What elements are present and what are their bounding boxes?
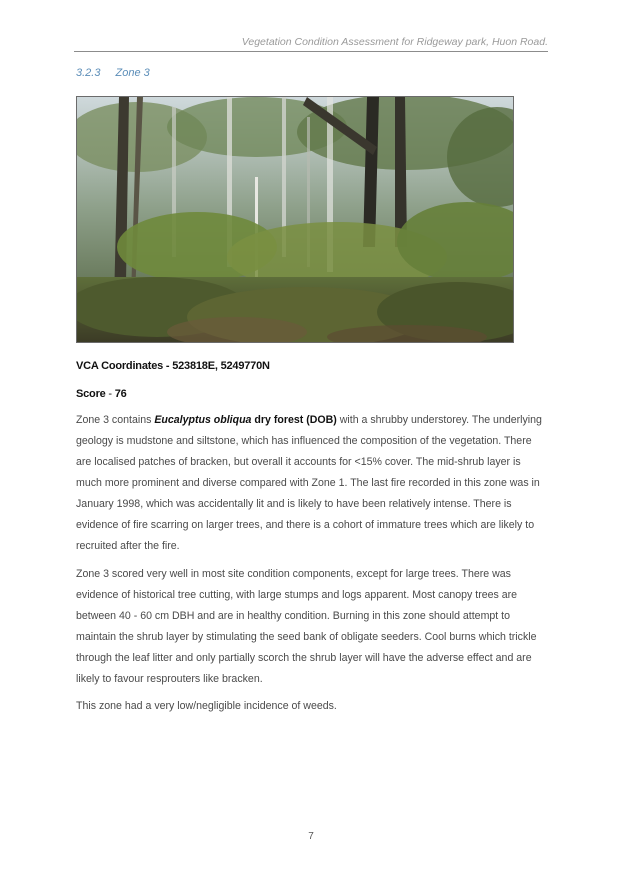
section-title: Zone 3 <box>115 67 150 79</box>
page-number: 7 <box>308 831 314 842</box>
vca-coordinates-text: VCA Coordinates - 523818E, 5249770N <box>76 360 270 372</box>
forest-photo <box>76 96 514 343</box>
score-value: 76 <box>114 388 127 400</box>
paragraph1-prefix: Zone 3 contains <box>76 414 155 426</box>
section-heading <box>76 67 150 79</box>
score-separator: - <box>105 388 115 400</box>
vca-coordinates <box>76 360 270 372</box>
section-number: 3.2.3 <box>76 67 101 79</box>
forest-photo-graphic <box>77 97 514 343</box>
paragraph-weeds: This zone had a very low/negligible incidence of weeds. <box>76 700 337 712</box>
running-header-text: Vegetation Condition Assessment for Ridgeway park, Huon Road. <box>241 36 548 48</box>
score-label: Score <box>76 388 106 400</box>
running-header <box>74 36 548 52</box>
paragraph1-rest: with a shrubby understorey. The underlying geology is mudstone and siltstone, which has influenced the composition of the vegetation. There are localised patches of bracken, but overall it accounts for <15% cover. The mid-shrub layer is much more prominent and diverse compared with Zone 1. The last fire recorded in this zone was in January 1998, which was accidentally lit and is likely to have been relatively intense. There is evidence of fire scarring on larger trees, and there is a cohort of immature trees which are likely to recruited after the fire. <box>76 414 542 552</box>
paragraph-condition: Zone 3 scored very well in most site condition components, except for large trees. There was evidence of historical tree cutting, with large stumps and logs apparent. Most canopy trees are between 40 - 60 cm DBH and are in healthy condition. Burning in this zone should attempt to maintain the shrub layer by stimulating the seed bank of obligate seeders. Cool burns which trickle through the leaf litter and only partially scorch the shrub layer will have the adverse effect and are likely to favour resprouters like bracken. <box>76 568 537 685</box>
score-line <box>76 388 127 400</box>
paragraph-zone-description <box>76 410 546 557</box>
species-name: Eucalyptus obliqua <box>154 414 252 426</box>
forest-type: dry forest (DOB) <box>251 414 337 426</box>
